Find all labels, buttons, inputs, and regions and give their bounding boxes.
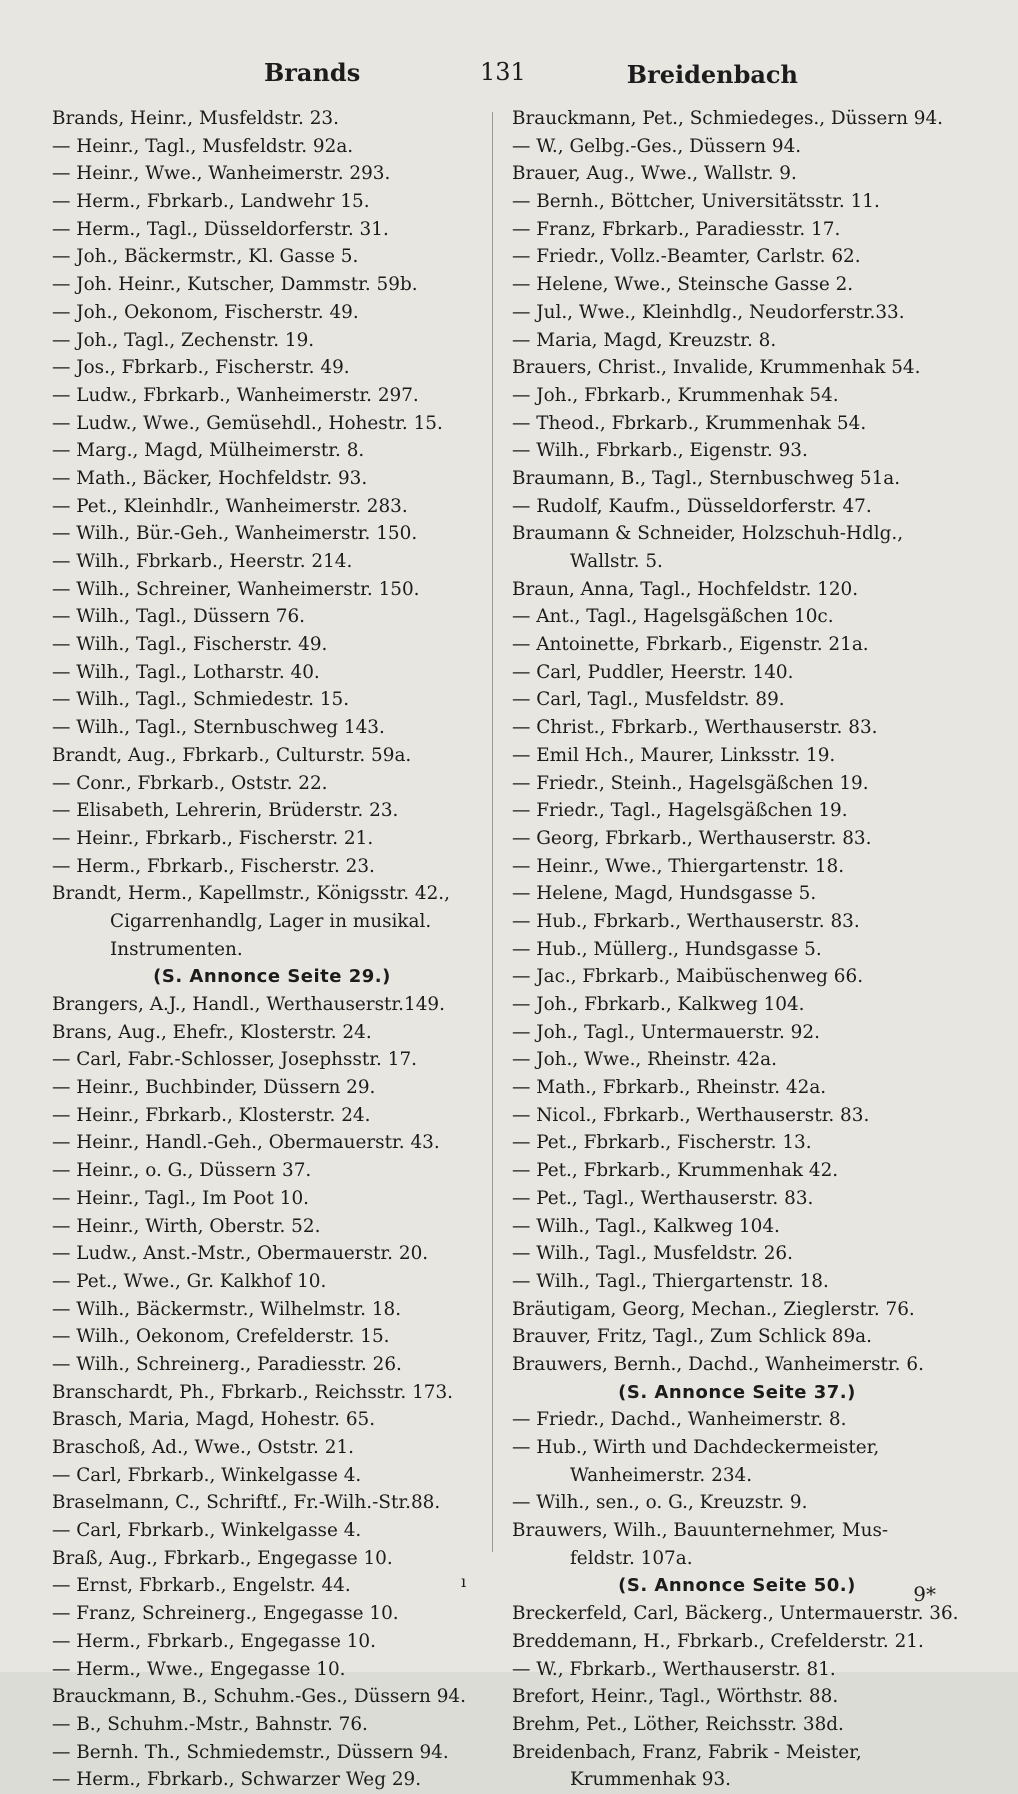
directory-entry: — Wilh., Fbrkarb., Heerstr. 214. <box>52 551 353 572</box>
directory-entry: — Joh., Wwe., Rheinstr. 42a. <box>512 1049 777 1071</box>
directory-entry: — Joh., Fbrkarb., Krummenhak 54. <box>512 384 839 406</box>
directory-entry: Brauwers, Bernh., Dachd., Wanheimerstr. 6. <box>512 1353 924 1375</box>
directory-entry: — Ernst, Fbrkarb., Engelstr. 44. <box>52 1575 351 1597</box>
directory-entry: — Wilh., Schreiner, Wanheimerstr. 150. <box>52 578 420 600</box>
directory-entry: — Franz, Schreinerg., Engegasse 10. <box>52 1603 399 1625</box>
directory-entry: Wanheimerstr. 234. <box>570 1464 753 1486</box>
page-header <box>50 58 968 98</box>
directory-entry: Brauer, Aug., Wwe., Wallstr. 9. <box>512 163 797 185</box>
print-speck: ı <box>461 1572 467 1591</box>
directory-entry: Braselmann, C., Schriftf., Fr.-Wilh.-Str.88. <box>52 1492 441 1514</box>
directory-entry: — Math., Bäcker, Hochfeldstr. 93. <box>52 467 368 489</box>
directory-entry: — Georg, Fbrkarb., Werthauserstr. 83. <box>512 827 872 849</box>
directory-entry: — Maria, Magd, Kreuzstr. 8. <box>512 329 777 351</box>
directory-entry: — Heinr., Wwe., Wanheimerstr. 293. <box>52 163 391 185</box>
directory-entry: Brefort, Heinr., Tagl., Wörthstr. 88. <box>512 1686 839 1708</box>
directory-entry: — Ludw., Wwe., Gemüsehdl., Hohestr. 15. <box>52 412 443 434</box>
directory-entry: — Ant., Tagl., Hagelsgäßchen 10c. <box>512 606 834 628</box>
directory-entry: — Friedr., Vollz.-Beamter, Carlstr. 62. <box>512 246 861 268</box>
directory-entry: — Wilh., Tagl., Musfeldstr. 26. <box>512 1243 793 1265</box>
directory-entry: — Wilh., Schreinerg., Paradiesstr. 26. <box>52 1353 402 1375</box>
directory-entry: — Jos., Fbrkarb., Fischerstr. 49. <box>52 357 350 379</box>
directory-entry: — Heinr., Buchbinder, Düssern 29. <box>52 1077 376 1099</box>
directory-entry: Brans, Aug., Ehefr., Klosterstr. 24. <box>52 1021 372 1043</box>
directory-entry: — Wilh., Tagl., Sternbuschweg 143. <box>52 717 385 739</box>
directory-entry: — Wilh., Tagl., Düssern 76. <box>52 606 306 628</box>
directory-entry: — Herm., Tagl., Düsseldorferstr. 31. <box>52 218 389 240</box>
directory-entry: — Heinr., Tagl., Im Poot 10. <box>52 1187 309 1209</box>
directory-entry: Brandt, Aug., Fbrkarb., Culturstr. 59a. <box>52 744 412 766</box>
directory-entry: — Wilh., Oekonom, Crefelderstr. 15. <box>52 1326 390 1348</box>
directory-entry: — Helene, Magd, Hundsgasse 5. <box>512 883 817 905</box>
directory-entry: Instrumenten. <box>110 938 243 960</box>
directory-entry: Breckerfeld, Carl, Bäckerg., Untermauerstr. 36. <box>512 1603 959 1625</box>
directory-entry: — B., Schuhm.-Mstr., Bahnstr. 76. <box>52 1713 368 1735</box>
directory-entry: — Herm., Fbrkarb., Schwarzer Weg 29. <box>52 1769 422 1791</box>
directory-entry: — Pet., Fbrkarb., Fischerstr. 13. <box>512 1132 812 1154</box>
directory-entry: Braschoß, Ad., Wwe., Oststr. 21. <box>52 1437 354 1458</box>
directory-entry: — Friedr., Steinh., Hagelsgäßchen 19. <box>512 772 869 794</box>
directory-entry: — Herm., Fbrkarb., Fischerstr. 23. <box>52 855 375 877</box>
directory-entry: — Heinr., Wirth, Oberstr. 52. <box>52 1215 321 1237</box>
directory-entry: — Joh., Tagl., Zechenstr. 19. <box>52 329 315 351</box>
column-divider <box>492 112 493 1552</box>
directory-entry: — Joh. Heinr., Kutscher, Dammstr. 59b. <box>52 274 418 296</box>
directory-entry: Braß, Aug., Fbrkarb., Engegasse 10. <box>52 1547 393 1569</box>
directory-entry: — Bernh., Böttcher, Universitätsstr. 11. <box>512 191 880 213</box>
directory-entry: — Heinr., Handl.-Geh., Obermauerstr. 43. <box>52 1132 440 1154</box>
directory-entry: feldstr. 107a. <box>570 1547 693 1569</box>
directory-entry: Cigarrenhandlg, Lager in musikal. <box>110 910 432 932</box>
directory-entry: — Friedr., Tagl., Hagelsgäßchen 19. <box>512 800 848 822</box>
directory-entry: — Pet., Tagl., Werthauserstr. 83. <box>512 1187 814 1209</box>
directory-entry: Brasch, Maria, Magd, Hohestr. 65. <box>52 1409 376 1431</box>
directory-entry: — Carl, Fabr.-Schlosser, Josephsstr. 17. <box>52 1049 417 1071</box>
directory-entry: Brands, Heinr., Musfeldstr. 23. <box>52 108 339 129</box>
directory-entry: — Carl, Fbrkarb., Winkelgasse 4. <box>52 1520 362 1542</box>
directory-entry: Brehm, Pet., Löther, Reichsstr. 38d. <box>512 1713 844 1735</box>
directory-entry: Bräutigam, Georg, Mechan., Zieglerstr. 76. <box>512 1298 915 1320</box>
directory-entry: Krummenhak 93. <box>570 1769 732 1791</box>
directory-entry: — Herm., Fbrkarb., Landwehr 15. <box>52 191 370 213</box>
directory-entry: — Carl, Fbrkarb., Winkelgasse 4. <box>52 1464 362 1486</box>
directory-entry: — Wilh., Tagl., Kalkweg 104. <box>512 1215 780 1237</box>
directory-entry: Braumann & Schneider, Holzschuh-Hdlg., <box>512 523 904 545</box>
directory-entry: — Christ., Fbrkarb., Werthauserstr. 83. <box>512 717 878 739</box>
directory-entry: Breddemann, H., Fbrkarb., Crefelderstr. 21. <box>512 1630 924 1652</box>
page-number: 131 <box>480 58 526 86</box>
left-column <box>52 105 492 1794</box>
directory-entry: Braumann, B., Tagl., Sternbuschweg 51a. <box>512 467 901 489</box>
directory-entry: — Heinr., o. G., Düssern 37. <box>52 1160 312 1182</box>
directory-entry: — Joh., Oekonom, Fischerstr. 49. <box>52 301 359 323</box>
directory-entry: — Conr., Fbrkarb., Oststr. 22. <box>52 772 328 794</box>
directory-entry: Brauckmann, Pet., Schmiedeges., Düssern 94. <box>512 108 944 129</box>
directory-entry: — Hub., Müllerg., Hundsgasse 5. <box>512 938 822 960</box>
directory-entry: — Franz, Fbrkarb., Paradiesstr. 17. <box>512 218 841 240</box>
directory-entry: — Heinr., Fbrkarb., Fischerstr. 21. <box>52 827 374 849</box>
directory-entry: — Theod., Fbrkarb., Krummenhak 54. <box>512 412 867 434</box>
annonce-reference: (S. Annonce Seite 29.) <box>153 966 391 988</box>
directory-entry: — Wilh., Bäckermstr., Wilhelmstr. 18. <box>52 1298 402 1320</box>
directory-entry: — Hub., Wirth und Dachdeckermeister, <box>512 1437 880 1458</box>
directory-entry: — Math., Fbrkarb., Rheinstr. 42a. <box>512 1077 827 1099</box>
directory-entry: — Carl, Puddler, Heerstr. 140. <box>512 661 794 683</box>
directory-entry: — Hub., Fbrkarb., Werthauserstr. 83. <box>512 910 860 932</box>
right-column <box>512 105 962 1794</box>
annonce-reference: (S. Annonce Seite 50.) <box>618 1575 856 1597</box>
directory-entry: Brauckmann, B., Schuhm.-Ges., Düssern 94. <box>52 1686 466 1708</box>
directory-entry: — Antoinette, Fbrkarb., Eigenstr. 21a. <box>512 634 869 656</box>
header-right-keyword: Breidenbach <box>626 60 798 89</box>
directory-entry: — Nicol., Fbrkarb., Werthauserstr. 83. <box>512 1104 870 1126</box>
directory-entry: — Emil Hch., Maurer, Linksstr. 19. <box>512 744 836 766</box>
directory-entry: Wallstr. 5. <box>570 551 663 572</box>
directory-entry: — Heinr., Wwe., Thiergartenstr. 18. <box>512 855 845 877</box>
directory-entry: — Rudolf, Kaufm., Düsseldorferstr. 47. <box>512 495 872 517</box>
directory-entry: — Herm., Fbrkarb., Engegasse 10. <box>52 1630 376 1652</box>
directory-entry: — Carl, Tagl., Musfeldstr. 89. <box>512 689 785 711</box>
directory-entry: — Ludw., Fbrkarb., Wanheimerstr. 297. <box>52 384 419 406</box>
directory-entry: — Wilh., Tagl., Schmiedestr. 15. <box>52 689 350 711</box>
directory-entry: — Bernh. Th., Schmiedemstr., Düssern 94. <box>52 1741 449 1763</box>
directory-entry: — Heinr., Tagl., Musfeldstr. 92a. <box>52 135 354 157</box>
directory-entry: — Wilh., Bür.-Geh., Wanheimerstr. 150. <box>52 523 418 545</box>
directory-entry: — Pet., Wwe., Gr. Kalkhof 10. <box>52 1270 327 1292</box>
directory-entry: — Wilh., sen., o. G., Kreuzstr. 9. <box>512 1492 808 1514</box>
directory-entry: — Pet., Fbrkarb., Krummenhak 42. <box>512 1160 839 1182</box>
directory-entry: Brauers, Christ., Invalide, Krummenhak 54. <box>512 357 921 379</box>
directory-entry: — Heinr., Fbrkarb., Klosterstr. 24. <box>52 1104 371 1126</box>
directory-entry: — Jul., Wwe., Kleinhdlg., Neudorferstr.33. <box>512 301 905 323</box>
directory-entry: — Jac., Fbrkarb., Maibüschenweg 66. <box>512 966 864 988</box>
directory-entry: — Wilh., Tagl., Lotharstr. 40. <box>52 661 320 683</box>
directory-entry: — Helene, Wwe., Steinsche Gasse 2. <box>512 274 854 296</box>
signature-mark: 9* <box>913 1582 936 1606</box>
directory-entry: Brauver, Fritz, Tagl., Zum Schlick 89a. <box>512 1326 872 1348</box>
directory-entry: — Joh., Tagl., Untermauerstr. 92. <box>512 1021 820 1043</box>
annonce-reference: (S. Annonce Seite 37.) <box>618 1381 856 1403</box>
directory-entry: Brandt, Herm., Kapellmstr., Königsstr. 42., <box>52 883 450 905</box>
directory-entry: Brauwers, Wilh., Bauunternehmer, Mus- <box>512 1520 889 1542</box>
directory-entry: — Elisabeth, Lehrerin, Brüderstr. 23. <box>52 800 399 822</box>
directory-entry: — Wilh., Tagl., Thiergartenstr. 18. <box>512 1270 829 1292</box>
directory-entry: Braun, Anna, Tagl., Hochfeldstr. 120. <box>512 578 859 600</box>
directory-entry: — Joh., Fbrkarb., Kalkweg 104. <box>512 994 805 1015</box>
directory-entry: Branschardt, Ph., Fbrkarb., Reichsstr. 173. <box>52 1381 454 1403</box>
directory-entry: Brangers, A.J., Handl., Werthauserstr.149. <box>52 994 445 1015</box>
directory-entry: — Pet., Kleinhdlr., Wanheimerstr. 283. <box>52 495 408 517</box>
directory-entry: — W., Gelbg.-Ges., Düssern 94. <box>512 135 802 157</box>
directory-entry: Breidenbach, Franz, Fabrik - Meister, <box>512 1741 862 1763</box>
directory-entry: — W., Fbrkarb., Werthauserstr. 81. <box>512 1658 836 1680</box>
directory-entry: — Joh., Bäckermstr., Kl. Gasse 5. <box>52 246 359 268</box>
directory-entry: — Marg., Magd, Mülheimerstr. 8. <box>52 440 365 462</box>
directory-entry: — Herm., Wwe., Engegasse 10. <box>52 1658 346 1680</box>
directory-entry: — Ludw., Anst.-Mstr., Obermauerstr. 20. <box>52 1243 429 1265</box>
directory-entry: — Friedr., Dachd., Wanheimerstr. 8. <box>512 1409 847 1431</box>
directory-entry: — Wilh., Tagl., Fischerstr. 49. <box>52 634 328 656</box>
directory-entry: — Wilh., Fbrkarb., Eigenstr. 93. <box>512 440 808 462</box>
header-left-keyword: Brands <box>264 58 361 87</box>
